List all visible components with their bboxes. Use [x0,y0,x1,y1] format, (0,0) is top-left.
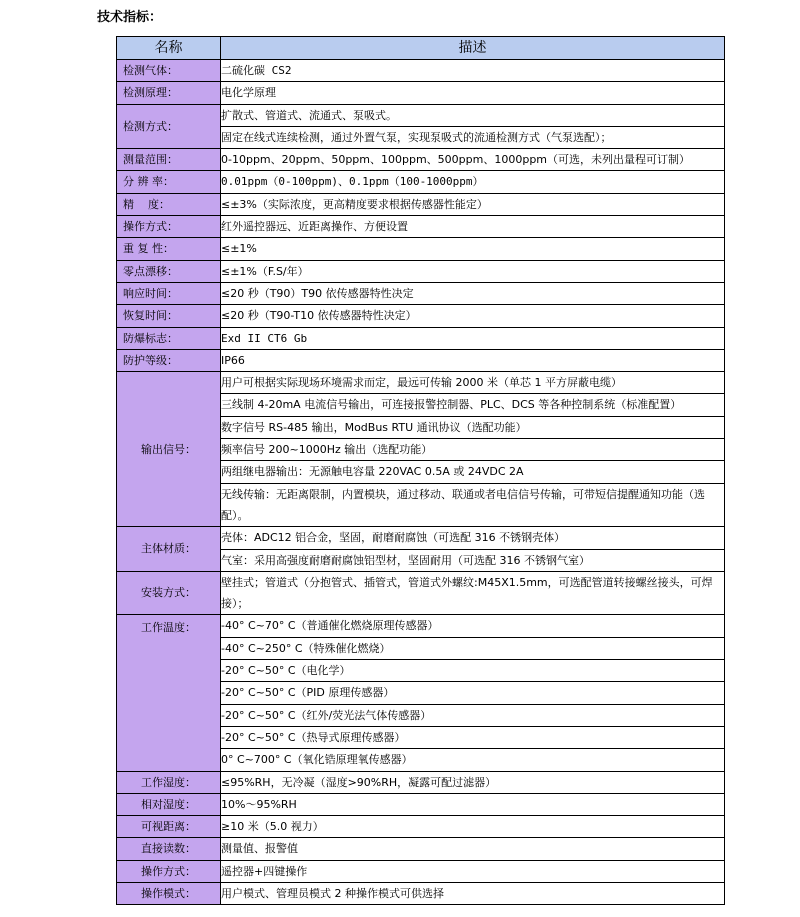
row-value-drift: ≤±1%（F.S/年） [221,260,725,282]
table-row [117,60,725,82]
row-value-protection: IP66 [221,349,725,371]
row-value-temperature-5: -20° C~50° C（红外/荧光法气体传感器） [221,704,725,726]
row-label-explosion: 防爆标志： [117,327,221,349]
row-label-operation: 操作方式： [117,216,221,238]
row-label-drift: 零点漂移： [117,260,221,282]
table-row [117,793,725,815]
table-row [117,882,725,904]
row-label-recovery: 恢复时间： [117,305,221,327]
row-value-explosion: Exd II CT6 Gb [221,327,725,349]
row-value-resolution: 0.01ppm（0-100ppm)、0.1ppm（100-1000ppm） [221,171,725,193]
row-label-response: 响应时间： [117,282,221,304]
header-desc: 描述 [221,37,725,60]
row-value-view-distance: ≥10 米（5.0 视力） [221,816,725,838]
table-row [117,860,725,882]
section-heading: 技术指标： [97,10,163,25]
row-label-mode: 操作模式： [117,882,221,904]
table-row [117,104,725,126]
row-value-output-4: 频率信号 200~1000Hz 输出（选配功能） [221,439,725,461]
row-value-output-2: 三线制 4-20mA 电流信号输出，可连接报警控制器、PLC、DCS 等各种控制系统（标准配置） [221,394,725,416]
row-label-protection: 防护等级： [117,349,221,371]
header-name: 名称 [117,37,221,60]
row-label-principle: 检测原理： [117,82,221,104]
table-row [117,282,725,304]
row-value-principle: 电化学原理 [221,82,725,104]
row-value-accuracy: ≤±3%（实际浓度，更高精度要求根据传感器性能定） [221,193,725,215]
row-value-temperature-4: -20° C~50° C（PID 原理传感器） [221,682,725,704]
row-label-rel-humidity: 相对湿度： [117,793,221,815]
row-value-material-1: 壳体：ADC12 铝合金，坚固，耐磨耐腐蚀（可选配 316 不锈钢壳体） [221,527,725,549]
row-value-output-5: 两组继电器输出：无源触电容量 220VAC 0.5A 或 24VDC 2A [221,461,725,483]
table-row [117,216,725,238]
row-value-temperature-2: -40° C~250° C（特殊催化燃烧） [221,637,725,659]
table-row [117,260,725,282]
row-value-gas: 二硫化碳 CS2 [221,60,725,82]
table-row [117,838,725,860]
row-value-operation: 红外遥控器远、近距离操作、方便设置 [221,216,725,238]
row-value-temperature-6: -20° C~50° C（热导式原理传感器） [221,726,725,748]
table-row [117,82,725,104]
row-value-method-2: 固定在线式连续检测，通过外置气泵，实现泵吸式的流通检测方式（气泵选配）； [221,126,725,148]
table-row [117,816,725,838]
row-value-repeatability: ≤±1% [221,238,725,260]
row-value-rel-humidity: 10%～95%RH [221,793,725,815]
row-value-material-2: 气室：采用高强度耐磨耐腐蚀铝型材，坚固耐用（可选配 316 不锈钢气室） [221,549,725,571]
row-label-reading: 直接读数： [117,838,221,860]
row-value-mode: 用户模式、管理员模式 2 种操作模式可供选择 [221,882,725,904]
table-row [117,149,725,171]
row-value-range: 0-10ppm、20ppm、50ppm、100ppm、500ppm、1000ppm（可选，未列出量程可订制） [221,149,725,171]
row-value-response: ≤20 秒（T90）T90 依传感器特性决定 [221,282,725,304]
row-value-output-3: 数字信号 RS-485 输出，ModBus RTU 通讯协议（选配功能） [221,416,725,438]
row-value-method-1: 扩散式、管道式、流通式、泵吸式。 [221,104,725,126]
table-row [117,771,725,793]
row-value-temperature-3: -20° C~50° C（电化学） [221,660,725,682]
row-value-operation2: 遥控器+四键操作 [221,860,725,882]
table-row [117,372,725,394]
table-row [117,171,725,193]
row-label-gas: 检测气体： [117,60,221,82]
row-label-accuracy: 精 度： [117,193,221,215]
row-label-install: 安装方式： [117,571,221,615]
table-row [117,327,725,349]
row-label-method: 检测方式： [117,104,221,149]
table-row [117,349,725,371]
row-label-operation2: 操作方式： [117,860,221,882]
row-value-output-6: 无线传输：无距离限制，内置模块，通过移动、联通或者电信信号传输，可带短信提醒通知功能（选配）。 [221,483,725,527]
row-label-output: 输出信号： [117,372,221,527]
row-label-temperature: 工作温度： [117,615,221,771]
row-value-temperature-1: -40° C~70° C（普通催化燃烧原理传感器） [221,615,725,637]
table-row [117,615,725,637]
table-row [117,305,725,327]
table-header-row [117,37,725,60]
table-row [117,571,725,615]
table-row [117,527,725,549]
table-row [117,238,725,260]
row-label-humidity: 工作湿度： [117,771,221,793]
row-value-output-1: 用户可根据实际现场环境需求而定，最远可传输 2000 米（单芯 1 平方屏蔽电缆） [221,372,725,394]
row-label-view-distance: 可视距离： [117,816,221,838]
row-value-install: 壁挂式；管道式（分抱管式、插管式，管道式外螺纹:M45X1.5mm，可选配管道转接螺丝接头，可焊接）； [221,571,725,615]
row-label-range: 测量范围： [117,149,221,171]
row-value-recovery: ≤20 秒（T90-T10 依传感器特性决定） [221,305,725,327]
spec-table [116,36,725,905]
row-value-reading: 测量值、报警值 [221,838,725,860]
table-row [117,193,725,215]
row-value-humidity: ≤95%RH，无冷凝（湿度>90%RH，凝露可配过滤器） [221,771,725,793]
row-label-material: 主体材质： [117,527,221,572]
row-label-repeatability: 重 复 性： [117,238,221,260]
row-label-resolution: 分 辨 率： [117,171,221,193]
row-value-temperature-7: 0° C~700° C（氧化锆原理氧传感器） [221,749,725,771]
